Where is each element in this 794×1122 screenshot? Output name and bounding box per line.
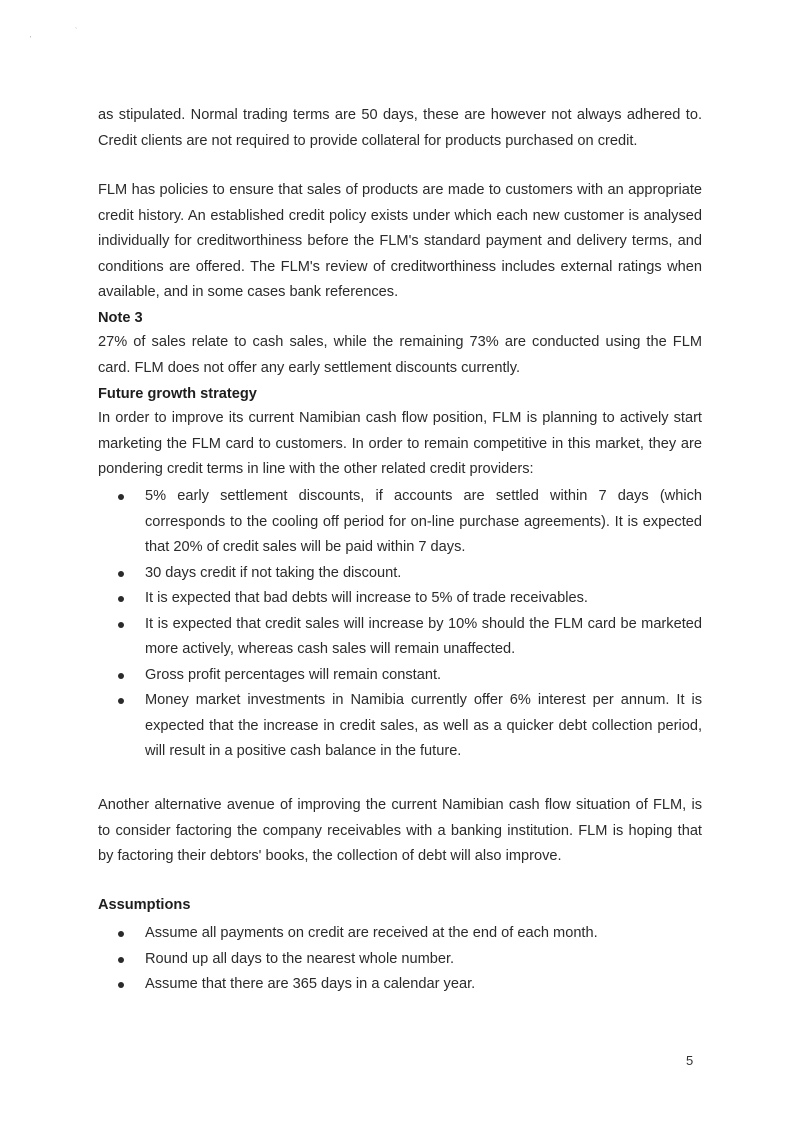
list-item-text: Assume that there are 365 days in a calendar year. [145,976,476,992]
paragraph-factoring-alternative: Another alternative avenue of improving the current Namibian cash flow situation of FLM, is to consider factoring the company receivables with a banking institution. FLM is hoping that by factoring their debtors' books, the collection of debt will also improve. [98,797,702,864]
list-item [118,663,702,689]
paragraph-trading-terms: as stipulated. Normal trading terms are 50 days, these are however not always adhered to. Credit clients are not required to provide collateral for products purchased on credit. [98,107,702,149]
bullet-icon [118,571,124,577]
list-item-text: 30 days credit if not taking the discount. [145,564,402,581]
list-item-text: Round up all days to the nearest whole number. [145,950,455,967]
list-item [118,484,702,561]
scan-speck: ' [30,36,32,43]
list-item-text: 5% early settlement discounts, if accounts are settled within 7 days (which corresponds to the cooling off period for on-line purchase agreements). It is expected that 20% of credit sales will be paid within 7 days. [145,488,702,555]
list-item-text: Gross profit percentages will remain constant. [145,666,442,683]
bullet-icon [118,596,124,602]
bullet-icon [118,673,124,679]
list-item-text: Assume all payments on credit are received at the end of each month. [145,925,598,941]
page-number: 5 [686,1053,694,1068]
paragraph-note-3: 27% of sales relate to cash sales, while the remaining 73% are conducted using the FLM card. FLM does not offer any early settlement discounts currently. [98,334,702,376]
paragraph-growth-intro: In order to improve its current Namibian cash flow position, FLM is planning to actively start marketing the FLM card to customers. In order to remain competitive in this market, they are pondering credit terms in line with the other related credit providers: [98,410,702,477]
list-item [118,972,702,998]
list-item [118,921,702,947]
scan-speck: ` [75,28,78,35]
list-item [118,947,702,973]
heading-note-3: Note 3 [98,310,143,326]
bullet-icon [118,494,124,500]
list-item [118,612,702,663]
bullet-icon [118,698,124,704]
bullet-icon [118,622,124,628]
growth-bullet-list [118,484,702,765]
heading-assumptions: Assumptions [98,897,191,913]
list-item [118,586,702,612]
bullet-icon [118,982,124,988]
bullet-icon [118,957,124,963]
heading-future-growth-strategy: Future growth strategy [98,386,257,402]
list-item-text: It is expected that bad debts will increase to 5% of trade receivables. [145,590,588,606]
list-item [118,561,702,587]
list-item [118,688,702,765]
list-item-text: It is expected that credit sales will increase by 10% should the FLM card be marketed more actively, whereas cash sales will remain unaffected. [145,615,702,657]
assumptions-bullet-list [118,921,702,998]
list-item-text: Money market investments in Namibia currently offer 6% interest per annum. It is expected that the increase in credit sales, as well as a quicker debt collection period, will result in a positive cash balance in the future. [145,692,702,759]
bullet-icon [118,931,124,937]
paragraph-credit-policy: FLM has policies to ensure that sales of products are made to customers with an appropriate credit history. An established credit policy exists under which each new customer is analysed individually for creditworthiness before the FLM's standard payment and delivery terms, and conditions are offered. The FLM's review of creditworthiness includes external ratings when available, and in some cases bank references. [98,182,702,300]
